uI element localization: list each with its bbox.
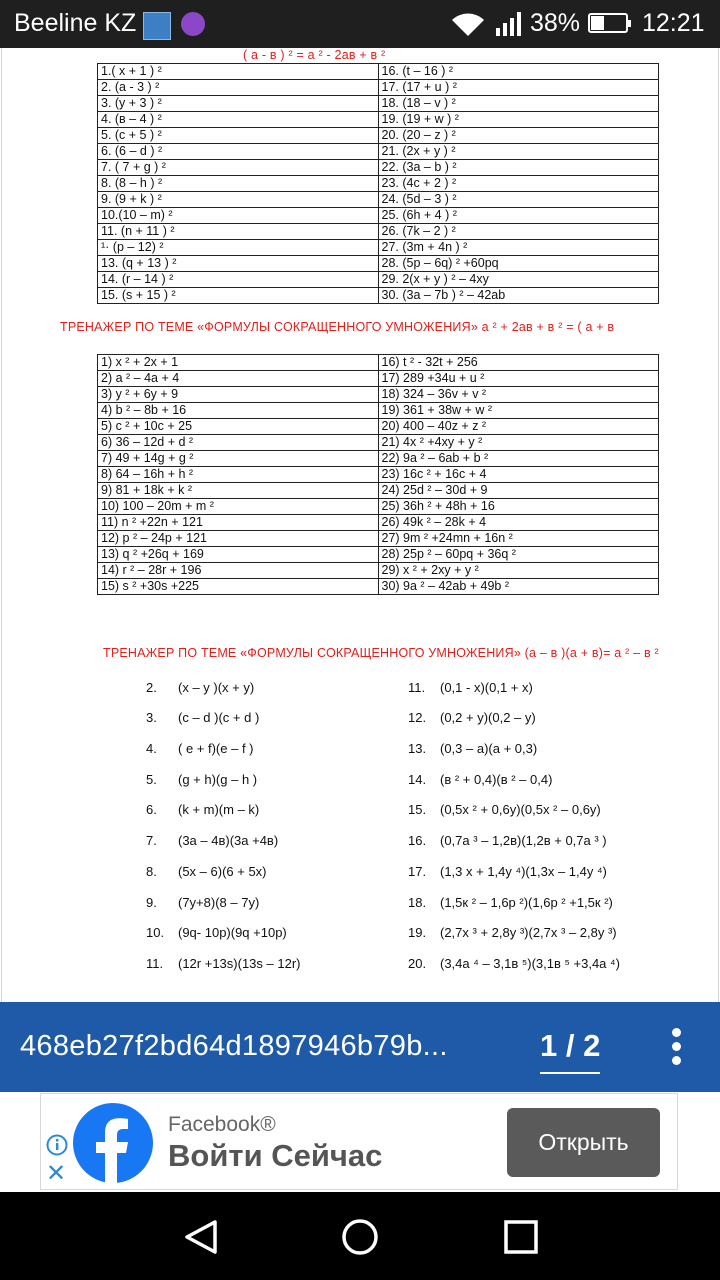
table-cell: 5) c ² + 10c + 25 [98, 419, 379, 435]
clock: 12:21 [642, 9, 705, 37]
list-item-expression: (9q- 10p)(9q +10p) [178, 925, 287, 940]
table-row [98, 144, 659, 160]
table-cell: 19. (19 + w ) ² [378, 112, 659, 128]
table-cell: 8) 64 – 16h + h ² [98, 467, 379, 483]
table-cell: 20) 400 – 40z + z ² [378, 419, 659, 435]
list-item-expression: (3а – 4в)(3а +4в) [178, 833, 279, 848]
table-cell: 25. (6h + 4 ) ² [378, 208, 659, 224]
table-row [98, 80, 659, 96]
ad-close-icon[interactable]: ✕ [46, 1160, 67, 1187]
signal-icon [496, 12, 522, 36]
notification-app-icon [143, 12, 171, 40]
table-cell: 10.(10 – m) ² [98, 208, 379, 224]
table-cell: 29) x ² + 2xy + y ² [378, 563, 659, 579]
table-cell: 9) 81 + 18k + k ² [98, 483, 379, 499]
table-row [98, 224, 659, 240]
list-item-number: 3. [146, 710, 157, 725]
list-item-number: 20. [408, 956, 427, 971]
table-row [98, 128, 659, 144]
list-item-number: 2. [146, 680, 157, 695]
list-item-expression: (3,4а ⁴ – 3,1в ⁵)(3,1в ⁵ +3,4а ⁴) [440, 956, 620, 971]
ad-brand: Facebook® [168, 1113, 276, 1136]
exercise-table-1 [97, 63, 659, 304]
battery-fill [591, 16, 604, 30]
table-cell: 5. (с + 5 ) ² [98, 128, 379, 144]
table-cell: 16. (t – 16 ) ² [378, 64, 659, 80]
table-cell: 16) t ² - 32t + 256 [378, 355, 659, 371]
table-cell: 3. (у + 3 ) ² [98, 96, 379, 112]
carrier-name: Beeline KZ [14, 9, 137, 37]
table-cell: 17) 289 +34u + u ² [378, 371, 659, 387]
trainer-heading-3: ТРЕНАЖЕР ПО ТЕМЕ «ФОРМУЛЫ СОКРАЩЕННОГО УМНОЖЕНИЯ» (а – в )(а + в)= а ² – в ² [103, 646, 659, 660]
battery-percent: 38% [530, 9, 581, 37]
exercise-table-2 [97, 354, 659, 595]
list-item-expression: (1,5к ² – 1,6р ²)(1,6р ² +1,5к ²) [440, 895, 613, 910]
table-cell: 30) 9a ² – 42ab + 49b ² [378, 579, 659, 595]
table-cell: 24) 25d ² – 30d + 9 [378, 483, 659, 499]
list-item-number: 19. [408, 925, 427, 940]
list-item-expression: (0,2 + у)(0,2 – у) [440, 710, 536, 725]
table-row [98, 483, 659, 499]
list-item-expression: (х – у )(х + у) [178, 680, 255, 695]
table-cell: 2) a ² – 4a + 4 [98, 371, 379, 387]
table-cell: 11) n ² +22n + 121 [98, 515, 379, 531]
table-cell: 1.( х + 1 ) ² [98, 64, 379, 80]
list-item-expression: (в ² + 0,4)(в ² – 0,4) [440, 772, 553, 787]
home-icon[interactable] [340, 1217, 380, 1257]
list-item-number: 13. [408, 741, 427, 756]
table-cell: 6) 36 – 12d + d ² [98, 435, 379, 451]
more-options-icon[interactable] [666, 1028, 686, 1068]
table-cell: 14) r ² – 28r + 196 [98, 563, 379, 579]
table-cell: ¹· (p – 12) ² [98, 240, 379, 256]
list-item-expression: (0,7а ³ – 1,2в)(1,2в + 0,7а ³ ) [440, 833, 607, 848]
list-item-number: 7. [146, 833, 157, 848]
table-cell: 23. (4c + 2 ) ² [378, 176, 659, 192]
table-row [98, 112, 659, 128]
facebook-logo-icon [73, 1103, 153, 1183]
table-cell: 2. (а - 3 ) ² [98, 80, 379, 96]
table-cell: 18) 324 – 36v + v ² [378, 387, 659, 403]
list-item-expression: (g + h)(g – h ) [178, 772, 258, 787]
list-item-expression: (k + m)(m – k) [178, 802, 260, 817]
ad-title: Войти Сейчас [168, 1138, 383, 1173]
table-row [98, 272, 659, 288]
table-row [98, 371, 659, 387]
table-row [98, 160, 659, 176]
list-item-number: 18. [408, 895, 427, 910]
list-item-expression: (0,3 – а)(а + 0,3) [440, 741, 538, 756]
table-cell: 7. ( 7 + g ) ² [98, 160, 379, 176]
table-cell: 7) 49 + 14g + g ² [98, 451, 379, 467]
table-cell: 27) 9m ² +24mn + 16n ² [378, 531, 659, 547]
table-cell: 22. (3а – b ) ² [378, 160, 659, 176]
table-cell: 9. (9 + k ) ² [98, 192, 379, 208]
ad-banner[interactable] [40, 1093, 678, 1190]
list-item-expression: (0,1 - х)(0,1 + х) [440, 680, 533, 695]
list-item-number: 10. [146, 925, 165, 940]
table-row [98, 208, 659, 224]
table-row [98, 547, 659, 563]
document-page[interactable] [0, 48, 720, 1002]
table-cell: 10) 100 – 20m + m ² [98, 499, 379, 515]
table-row [98, 579, 659, 595]
page-indicator[interactable]: 1 / 2 [540, 1028, 600, 1074]
table-cell: 4) b ² – 8b + 16 [98, 403, 379, 419]
list-item-expression: (1,3 х + 1,4у ⁴)(1,3х – 1,4у ⁴) [440, 864, 607, 879]
table-row [98, 387, 659, 403]
table-cell: 23) 16c ² + 16c + 4 [378, 467, 659, 483]
list-item-expression: (12r +13s)(13s – 12r) [178, 956, 301, 971]
table-cell: 24. (5d – 3 ) ² [378, 192, 659, 208]
list-item-expression: (с – d )(с + d ) [178, 710, 260, 725]
table-row [98, 96, 659, 112]
table-cell: 1) x ² + 2x + 1 [98, 355, 379, 371]
table-row [98, 256, 659, 272]
table-cell: 19) 361 + 38w + w ² [378, 403, 659, 419]
table-cell: 21. (2x + y ) ² [378, 144, 659, 160]
navigation-bar [0, 1192, 720, 1280]
table-cell: 3) y ² + 6y + 9 [98, 387, 379, 403]
viewer-title-bar [0, 1002, 720, 1092]
battery-icon [588, 13, 628, 33]
table-row [98, 288, 659, 304]
formula-heading-1: ( а - в ) ² = а ² - 2ав + в ² [243, 48, 386, 62]
ad-info-icon[interactable] [46, 1134, 68, 1156]
status-bar [0, 0, 720, 48]
table-cell: 13) q ² +26q + 169 [98, 547, 379, 563]
table-cell: 26. (7k – 2 ) ² [378, 224, 659, 240]
list-item-number: 11. [408, 680, 426, 695]
ad-open-button[interactable]: Открыть [507, 1108, 660, 1177]
recent-apps-icon[interactable] [504, 1220, 538, 1254]
table-cell: 29. 2(x + y ) ² – 4xy [378, 272, 659, 288]
table-row [98, 419, 659, 435]
table-cell: 4. (в – 4 ) ² [98, 112, 379, 128]
table-cell: 17. (17 + u ) ² [378, 80, 659, 96]
table-row [98, 435, 659, 451]
table-cell: 11. (n + 11 ) ² [98, 224, 379, 240]
table-cell: 13. (q + 13 ) ² [98, 256, 379, 272]
table-cell: 28) 25p ² – 60pq + 36q ² [378, 547, 659, 563]
table-cell: 30. (3a – 7b ) ² – 42ab [378, 288, 659, 304]
table-cell: 26) 49k ² – 28k + 4 [378, 515, 659, 531]
list-item-expression: (7у+8)(8 – 7у) [178, 895, 260, 910]
table-cell: 25) 36h ² + 48h + 16 [378, 499, 659, 515]
notification-chat-icon [181, 12, 205, 36]
table-row [98, 563, 659, 579]
list-item-number: 12. [408, 710, 427, 725]
list-item-number: 5. [146, 772, 157, 787]
table-row [98, 176, 659, 192]
table-row [98, 240, 659, 256]
table-row [98, 515, 659, 531]
table-cell: 15) s ² +30s +225 [98, 579, 379, 595]
table-cell: 12) p ² – 24p + 121 [98, 531, 379, 547]
list-item-number: 11. [146, 956, 164, 971]
list-item-number: 17. [408, 864, 427, 879]
table-cell: 15. (s + 15 ) ² [98, 288, 379, 304]
list-item-number: 9. [146, 895, 157, 910]
table-row [98, 403, 659, 419]
table-cell: 20. (20 – z ) ² [378, 128, 659, 144]
list-item-expression: (2,7х ³ + 2,8у ³)(2,7х ³ – 2,8у ³) [440, 925, 617, 940]
file-name[interactable]: 468eb27f2bd64d1897946b79b... [20, 1030, 448, 1062]
list-item-expression: ( е + f)(е – f ) [178, 741, 254, 756]
table-cell: 6. (6 – d ) ² [98, 144, 379, 160]
back-icon[interactable] [182, 1218, 220, 1256]
table-row [98, 531, 659, 547]
table-row [98, 451, 659, 467]
table-row [98, 467, 659, 483]
table-cell: 28. (5p – 6q) ² +60pq [378, 256, 659, 272]
table-cell: 21) 4x ² +4xy + y ² [378, 435, 659, 451]
list-item-expression: (5х – 6)(6 + 5х) [178, 864, 267, 879]
table-row [98, 64, 659, 80]
table-row [98, 499, 659, 515]
list-item-number: 14. [408, 772, 427, 787]
table-row [98, 192, 659, 208]
table-cell: 8. (8 – h ) ² [98, 176, 379, 192]
list-item-number: 4. [146, 741, 157, 756]
table-row [98, 355, 659, 371]
list-item-number: 8. [146, 864, 157, 879]
list-item-number: 16. [408, 833, 427, 848]
list-item-number: 15. [408, 802, 427, 817]
wifi-icon [450, 12, 486, 38]
trainer-heading-2: ТРЕНАЖЕР ПО ТЕМЕ «ФОРМУЛЫ СОКРАЩЕННОГО УМНОЖЕНИЯ» а ² + 2ав + в ² = ( а + в [60, 320, 615, 334]
table-cell: 27. (3m + 4n ) ² [378, 240, 659, 256]
table-cell: 14. (r – 14 ) ² [98, 272, 379, 288]
list-item-number: 6. [146, 802, 157, 817]
table-cell: 18. (18 – v ) ² [378, 96, 659, 112]
list-item-expression: (0,5х ² + 0,6у)(0,5х ² – 0,6у) [440, 802, 601, 817]
table-cell: 22) 9a ² – 6ab + b ² [378, 451, 659, 467]
